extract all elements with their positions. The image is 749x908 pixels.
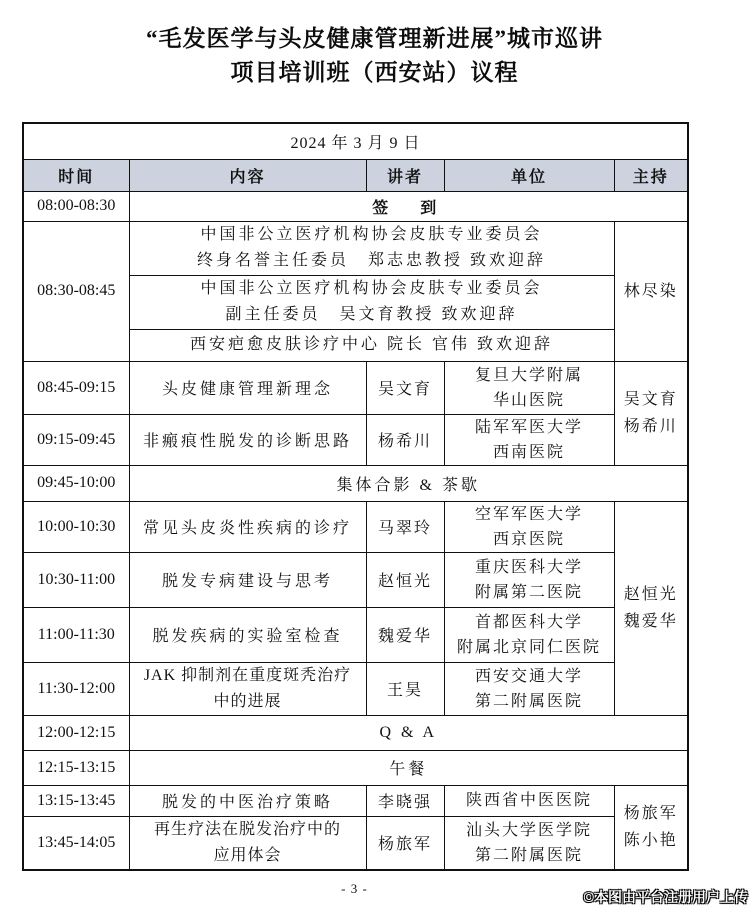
org-line1: 重庆医科大学 bbox=[474, 558, 583, 576]
cell-org bbox=[444, 816, 614, 870]
cell-time: 08:30-08:45 bbox=[23, 221, 129, 361]
row-talk bbox=[23, 785, 688, 816]
org-line2: 第二附属医院 bbox=[474, 846, 583, 864]
org-line1: 首都医科大学 bbox=[474, 613, 583, 631]
cell-time: 09:15-09:45 bbox=[23, 414, 129, 465]
cell-speaker: 李晓强 bbox=[366, 785, 444, 816]
cell-content: 头皮健康管理新理念 bbox=[129, 361, 366, 414]
cell-time: 11:00-11:30 bbox=[23, 607, 129, 662]
org-line1: 陆军军医大学 bbox=[474, 418, 583, 436]
cell-content: 脱发专病建设与思考 bbox=[129, 552, 366, 607]
page-title bbox=[0, 22, 749, 90]
org-line2: 第二附属医院 bbox=[474, 692, 583, 710]
org-line1: 复旦大学附属 bbox=[474, 366, 583, 384]
upload-watermark: ©本图由平台注册用户上传 bbox=[583, 889, 748, 905]
cell-time: 10:30-11:00 bbox=[23, 552, 129, 607]
cell-signin: 签 到 bbox=[129, 191, 688, 221]
row-talk bbox=[23, 501, 688, 552]
org-line1: 空军军医大学 bbox=[474, 505, 583, 523]
cell-welcome-1 bbox=[129, 221, 614, 275]
cell-content bbox=[129, 816, 366, 870]
cell-qa: Q & A bbox=[129, 715, 688, 750]
cell-speaker: 王昊 bbox=[366, 662, 444, 715]
cell-host bbox=[614, 785, 688, 870]
row-talk bbox=[23, 361, 688, 414]
row-talk bbox=[23, 552, 688, 607]
cell-host: 林尽染 bbox=[614, 221, 688, 361]
org-line2: 附属北京同仁医院 bbox=[456, 638, 601, 656]
cell-org bbox=[444, 607, 614, 662]
col-header-speaker: 讲者 bbox=[366, 159, 444, 191]
cell-break: 集体合影 & 茶歇 bbox=[129, 465, 688, 501]
date-cell: 2024 年 3 月 9 日 bbox=[23, 123, 688, 159]
host-line1: 杨旅军 bbox=[623, 805, 678, 822]
cell-content: 非瘢痕性脱发的诊断思路 bbox=[129, 414, 366, 465]
org-line1: 汕头大学医学院 bbox=[465, 821, 592, 839]
agenda-table bbox=[22, 122, 689, 871]
page-title-line2: 项目培训班（西安站）议程 bbox=[230, 60, 519, 85]
cell-speaker: 马翠玲 bbox=[366, 501, 444, 552]
cell-host bbox=[614, 361, 688, 465]
host-line1: 赵恒光 bbox=[623, 586, 678, 603]
cell-content bbox=[129, 662, 366, 715]
welcome-1-line2: 终身名誉主任委员 郑志忠教授 致欢迎辞 bbox=[196, 252, 546, 269]
host-line2: 杨希川 bbox=[623, 418, 678, 435]
col-header-content: 内容 bbox=[129, 159, 366, 191]
content-line1: JAK 抑制剂在重度斑秃治疗 bbox=[143, 666, 352, 684]
cell-speaker: 杨希川 bbox=[366, 414, 444, 465]
cell-org: 陕西省中医医院 bbox=[444, 785, 614, 816]
cell-time: 12:15-13:15 bbox=[23, 750, 129, 785]
welcome-1-line1: 中国非公立医疗机构协会皮肤专业委员会 bbox=[200, 226, 543, 243]
cell-time: 11:30-12:00 bbox=[23, 662, 129, 715]
cell-time: 10:00-10:30 bbox=[23, 501, 129, 552]
date-row bbox=[23, 123, 688, 159]
row-lunch bbox=[23, 750, 688, 785]
cell-time: 13:45-14:05 bbox=[23, 816, 129, 870]
cell-host bbox=[614, 501, 688, 715]
cell-welcome-2 bbox=[129, 275, 614, 329]
header-row bbox=[23, 159, 688, 191]
col-header-time: 时间 bbox=[23, 159, 129, 191]
cell-lunch: 午餐 bbox=[129, 750, 688, 785]
content-line1: 再生疗法在脱发治疗中的 bbox=[153, 820, 341, 838]
row-talk bbox=[23, 607, 688, 662]
cell-speaker: 赵恒光 bbox=[366, 552, 444, 607]
footer-page-number: - 3 - bbox=[341, 881, 368, 896]
org-line1: 西安交通大学 bbox=[474, 667, 583, 685]
row-qa bbox=[23, 715, 688, 750]
row-welcome-1 bbox=[23, 221, 688, 275]
welcome-2-line2: 副主任委员 吴文育教授 致欢迎辞 bbox=[225, 306, 518, 323]
org-line2: 西南医院 bbox=[492, 443, 565, 461]
cell-time: 09:45-10:00 bbox=[23, 465, 129, 501]
page-title-line1: “毛发医学与头皮健康管理新进展”城市巡讲 bbox=[146, 26, 603, 51]
row-talk bbox=[23, 662, 688, 715]
org-line2: 西京医院 bbox=[492, 530, 565, 548]
org-line2: 华山医院 bbox=[492, 391, 565, 409]
cell-content: 常见头皮炎性疾病的诊疗 bbox=[129, 501, 366, 552]
cell-org bbox=[444, 501, 614, 552]
cell-org bbox=[444, 361, 614, 414]
cell-time: 08:45-09:15 bbox=[23, 361, 129, 414]
cell-time: 08:00-08:30 bbox=[23, 191, 129, 221]
cell-welcome-3: 西安疤愈皮肤诊疗中心 院长 官伟 致欢迎辞 bbox=[129, 329, 614, 361]
content-line2: 应用体会 bbox=[213, 846, 282, 864]
cell-speaker: 吴文育 bbox=[366, 361, 444, 414]
row-break bbox=[23, 465, 688, 501]
row-talk bbox=[23, 816, 688, 870]
host-line2: 魏爱华 bbox=[623, 613, 678, 630]
cell-org bbox=[444, 552, 614, 607]
row-signin bbox=[23, 191, 688, 221]
col-header-host: 主持 bbox=[614, 159, 688, 191]
cell-time: 12:00-12:15 bbox=[23, 715, 129, 750]
cell-org bbox=[444, 662, 614, 715]
host-line2: 陈小艳 bbox=[623, 832, 678, 849]
cell-org bbox=[444, 414, 614, 465]
cell-time: 13:15-13:45 bbox=[23, 785, 129, 816]
cell-speaker: 杨旅军 bbox=[366, 816, 444, 870]
content-line2: 中的进展 bbox=[213, 692, 282, 710]
welcome-2-line1: 中国非公立医疗机构协会皮肤专业委员会 bbox=[200, 280, 543, 297]
row-talk bbox=[23, 414, 688, 465]
host-line1: 吴文育 bbox=[623, 391, 678, 408]
col-header-org: 单位 bbox=[444, 159, 614, 191]
cell-speaker: 魏爱华 bbox=[366, 607, 444, 662]
org-line2: 附属第二医院 bbox=[474, 583, 583, 601]
cell-content: 脱发的中医治疗策略 bbox=[129, 785, 366, 816]
cell-content: 脱发疾病的实验室检查 bbox=[129, 607, 366, 662]
